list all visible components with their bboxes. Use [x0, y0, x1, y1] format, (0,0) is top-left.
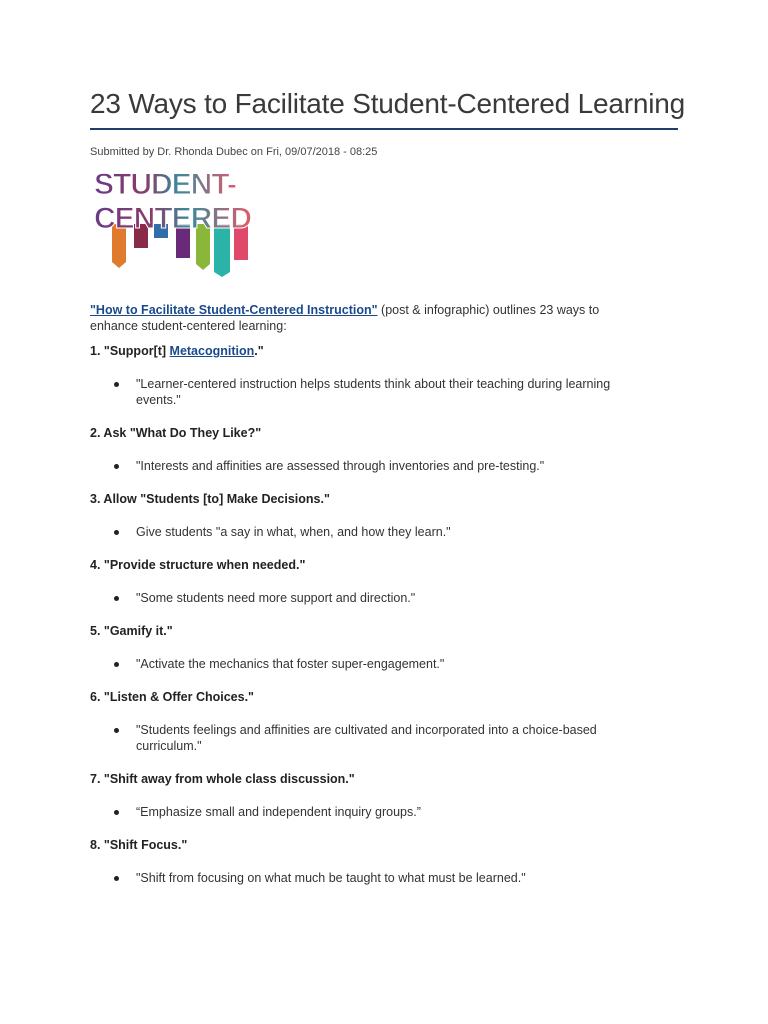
bullet-dot-icon — [114, 662, 119, 667]
submitted-byline: Submitted by Dr. Rhonda Dubec on Fri, 09/07/2018 - 08:25 — [90, 146, 378, 158]
bullet-dot-icon — [114, 876, 119, 881]
item-heading: 5. "Gamify it." — [90, 624, 173, 638]
intro-paragraph — [90, 302, 650, 334]
list-item — [90, 491, 670, 540]
list-item — [90, 343, 670, 408]
list-item — [90, 557, 670, 606]
item-bullet: "Learner-centered instruction helps students think about their teaching during learning events." — [90, 376, 656, 408]
item-bullet: "Some students need more support and direction." — [90, 590, 656, 606]
item-heading: 8. "Shift Focus." — [90, 838, 188, 852]
list-item — [90, 837, 670, 886]
item-heading: 2. Ask "What Do They Like?" — [90, 426, 262, 440]
metacognition-link[interactable]: Metacognition — [169, 344, 255, 358]
item-bullet: "Shift from focusing on what much be taught to what must be learned." — [90, 870, 656, 886]
list-item — [90, 425, 670, 474]
item-heading: 4. "Provide structure when needed." — [90, 558, 306, 572]
logo-text-line1: STUDENT- — [94, 168, 236, 201]
item-bullet: "Students feelings and affinities are cultivated and incorporated into a choice-based curriculum." — [90, 722, 656, 754]
item-bullet: Give students "a say in what, when, and how they learn." — [90, 524, 656, 540]
bullet-dot-icon — [114, 464, 119, 469]
item-bullet: "Activate the mechanics that foster super-engagement." — [90, 656, 656, 672]
item-bullet: “Emphasize small and independent inquiry groups.” — [90, 804, 656, 820]
bullet-dot-icon — [114, 382, 119, 387]
title-underline — [90, 128, 678, 130]
item-heading: 6. "Listen & Offer Choices." — [90, 690, 254, 704]
instruction-article-link[interactable]: "How to Facilitate Student-Centered Instruction" — [90, 303, 378, 317]
list-item — [90, 771, 670, 820]
ways-list — [90, 343, 670, 886]
item-heading: 1. "Suppor[t] Metacognition." — [90, 344, 264, 358]
bullet-dot-icon — [114, 596, 119, 601]
item-bullet: "Interests and affinities are assessed through inventories and pre-testing." — [90, 458, 656, 474]
page-title: 23 Ways to Facilitate Student-Centered Learning — [90, 88, 686, 119]
list-item — [90, 623, 670, 672]
logo-text-line2: CENTERED — [94, 202, 252, 235]
bullet-dot-icon — [114, 530, 119, 535]
student-centered-logo — [92, 164, 258, 278]
item-heading: 7. "Shift away from whole class discussion." — [90, 772, 355, 786]
item-heading: 3. Allow "Students [to] Make Decisions." — [90, 492, 330, 506]
intro-text: (post & infographic) outlines 23 ways to enhance student-centered learning: — [90, 303, 600, 333]
bullet-dot-icon — [114, 810, 119, 815]
list-item — [90, 689, 670, 754]
bullet-dot-icon — [114, 728, 119, 733]
